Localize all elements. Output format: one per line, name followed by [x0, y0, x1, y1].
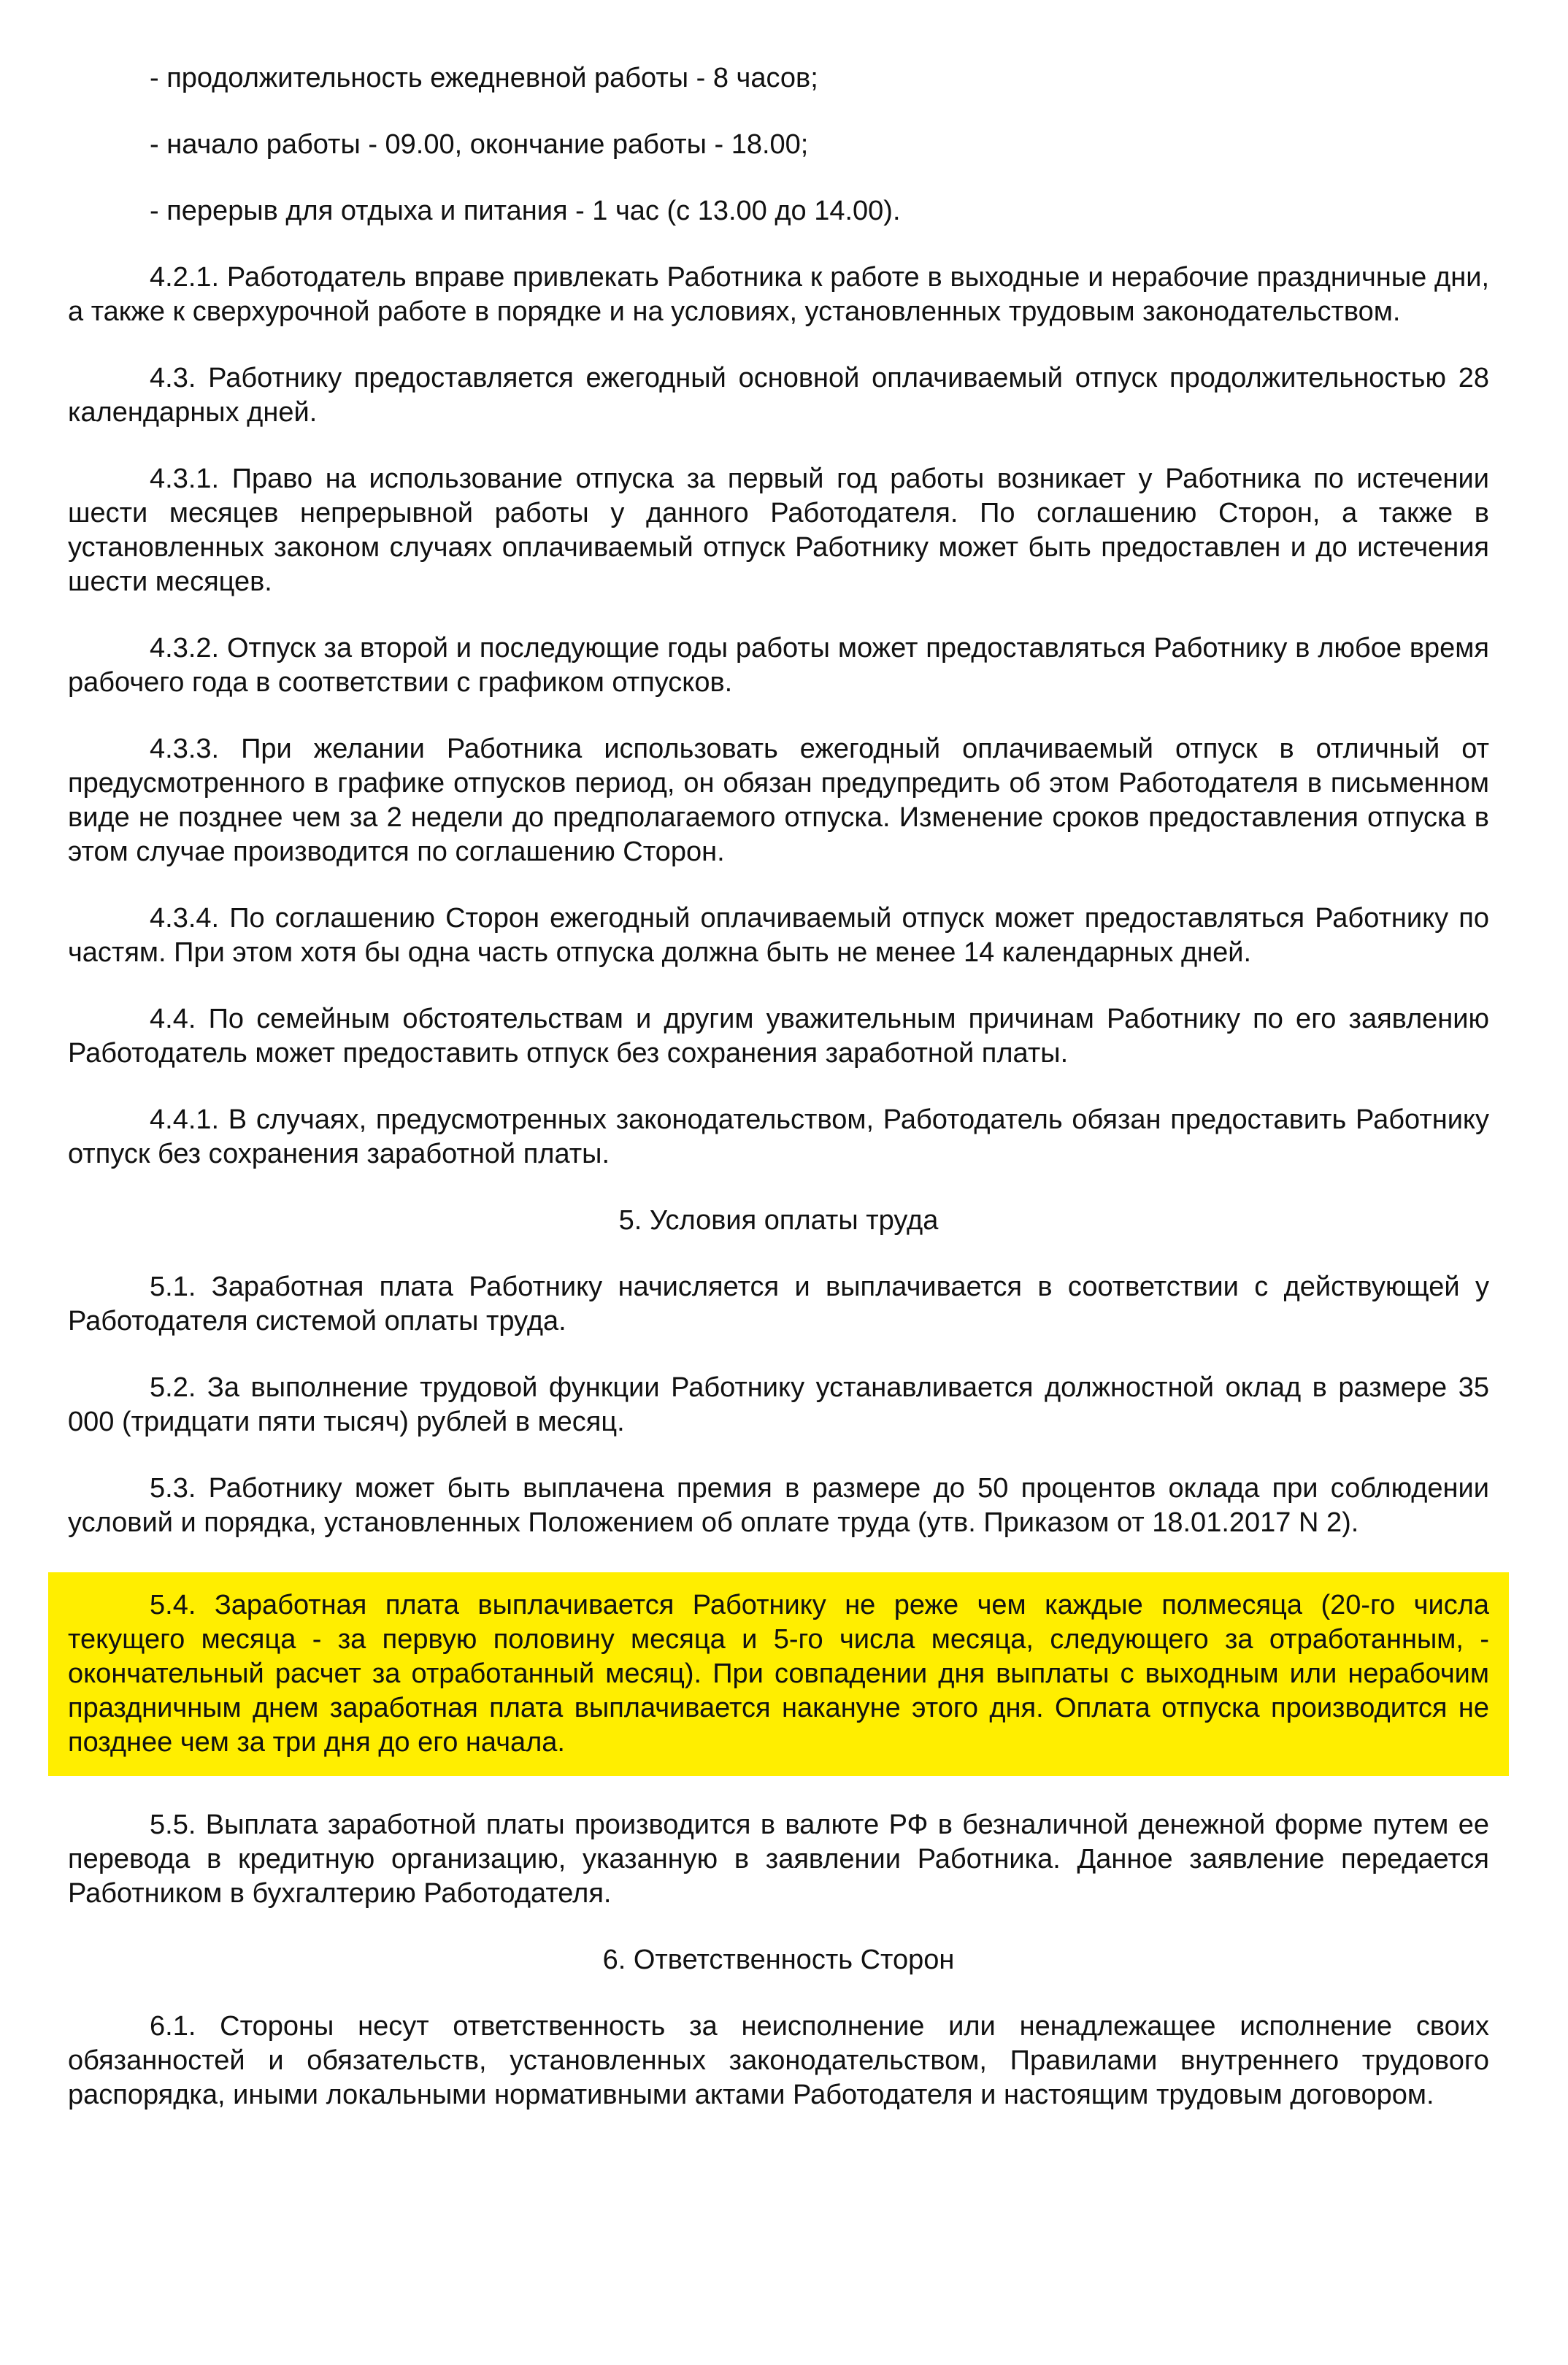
section-5-heading: 5. Условия оплаты труда: [618, 1205, 939, 1236]
work-hours-bullet: - продолжительность ежедневной работы - 8 часов;: [150, 63, 818, 93]
clause-5-3: 5.3. Работнику может быть выплачена премия в размере до 50 процентов оклада при соблюдении условий и порядка, установленных Положением об оплате труда (утв. Приказом от 18.01.2017 N 2).: [68, 1473, 1489, 1538]
section-6-heading: 6. Ответственность Сторон: [602, 1945, 955, 1975]
clause-4-3-1: 4.3.1. Право на использование отпуска за первый год работы возникает у Работника по истечении шести месяцев непрерывной работы у данного Работодателя. По соглашению Сторон, а также в установленных законом случаях оплачиваемый отпуск Работнику может быть предоставлен и до истечения шести месяцев.: [68, 464, 1489, 597]
clause-5-2: 5.2. За выполнение трудовой функции Работнику устанавливается должностной оклад в размере 35 000 (тридцати пяти тысяч) рублей в месяц.: [68, 1372, 1489, 1437]
clause-4-3-2: 4.3.2. Отпуск за второй и последующие годы работы может предоставляться Работнику в любое время рабочего года в соответствии с графиком отпусков.: [68, 633, 1489, 698]
clause-4-3: 4.3. Работнику предоставляется ежегодный основной оплачиваемый отпуск продолжительностью 28 календарных дней.: [68, 363, 1489, 428]
clause-5-5: 5.5. Выплата заработной платы производится в валюте РФ в безналичной денежной форме путем ее перевода в кредитную организацию, указанную в заявлении Работника. Данное заявление передается Работником в бухгалтерию Работодателя.: [68, 1810, 1489, 1909]
clause-4-4-1: 4.4.1. В случаях, предусмотренных законодательством, Работодатель обязан предоставить Работнику отпуск без сохранения заработной платы.: [68, 1104, 1489, 1169]
work-start-end-bullet: - начало работы - 09.00, окончание работы - 18.00;: [150, 129, 809, 160]
clause-4-2-1: 4.2.1. Работодатель вправе привлекать Работника к работе в выходные и нерабочие праздничные дни, а также к сверхурочной работе в порядке и на условиях, установленных трудовым законодательством.: [68, 262, 1489, 327]
clause-5-4: 5.4. Заработная плата выплачивается Работнику не реже чем каждые полмесяца (20-го числа текущего месяца - за первую половину месяца и 5-го числа месяца, следующего за отработанным, - окончательный расчет за отработанный месяц). При совпадении дня выплаты с выходным или нерабочим праздничным днем заработная плата выплачивается накануне этого дня. Оплата отпуска производится не позднее чем за три дня до его начала.: [68, 1590, 1489, 1758]
clause-4-3-4: 4.3.4. По соглашению Сторон ежегодный оплачиваемый отпуск может предоставляться Работнику по частям. При этом хотя бы одна часть отпуска должна быть не менее 14 календарных дней.: [68, 903, 1489, 968]
document-page: [68, 61, 1489, 2145]
clause-4-3-3: 4.3.3. При желании Работника использовать ежегодный оплачиваемый отпуск в отличный от предусмотренного в графике отпусков период, он обязан предупредить об этом Работодателя в письменном виде не позднее чем за 2 недели до предполагаемого отпуска. Изменение сроков предоставления отпуска в этом случае производится по соглашению Сторон.: [68, 734, 1489, 867]
clause-4-4: 4.4. По семейным обстоятельствам и другим уважительным причинам Работнику по его заявлению Работодатель может предоставить отпуск без сохранения заработной платы.: [68, 1004, 1489, 1069]
clause-5-1: 5.1. Заработная плата Работнику начисляется и выплачивается в соответствии с действующей у Работодателя системой оплаты труда.: [68, 1272, 1489, 1337]
break-bullet: - перерыв для отдыха и питания - 1 час (с 13.00 до 14.00).: [150, 196, 901, 226]
clause-6-1: 6.1. Стороны несут ответственность за неисполнение или ненадлежащее исполнение своих обязанностей и обязательств, установленных законодательством, Правилами внутреннего трудового распорядка, иными локальными нормативными актами Работодателя и настоящим трудовым договором.: [68, 2011, 1489, 2110]
highlighted-clause-block: [48, 1572, 1509, 1776]
